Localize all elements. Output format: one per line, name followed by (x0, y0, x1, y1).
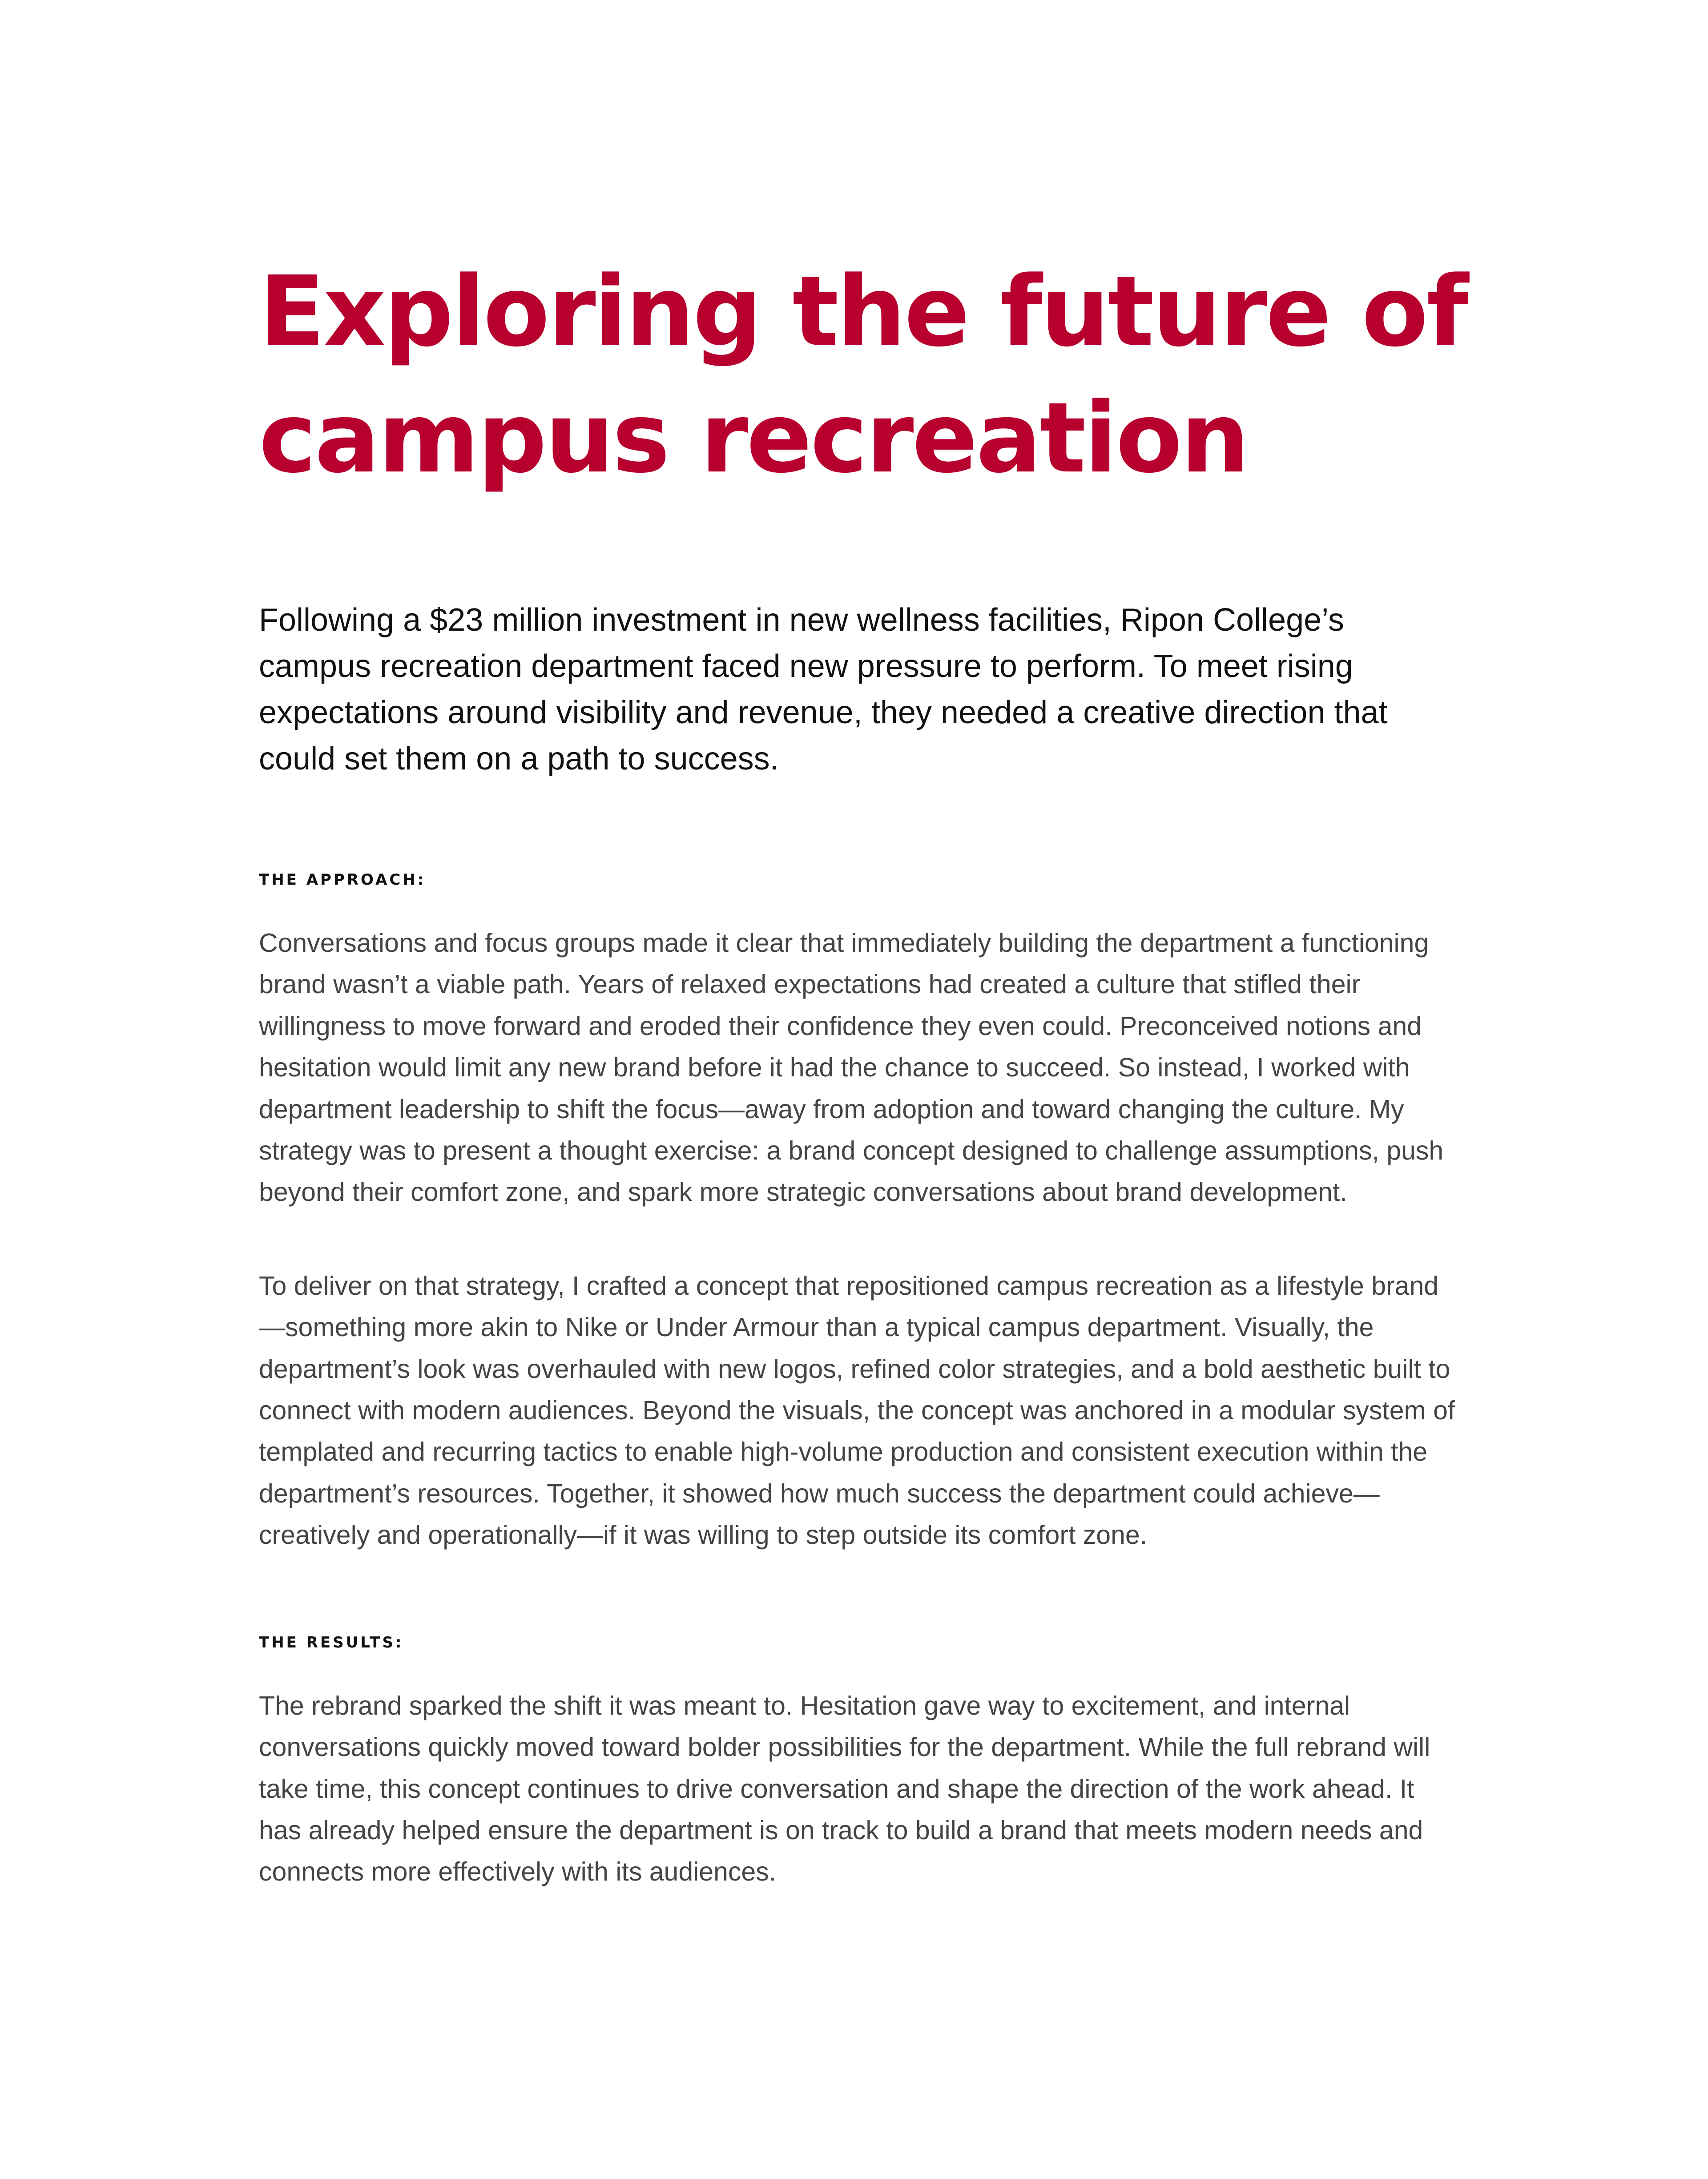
intro-paragraph: Following a $23 million investment in new wellness facilities, Ripon College’s campus recreation department faced new pressure to perform. To meet rising expectations around visibility and revenue, they needed a creative direction that could set them on a path to success. (259, 602, 1388, 777)
approach-paragraph-2: To deliver on that strategy, I crafted a concept that repositioned campus recreation as a lifestyle brand—something more akin to Nike or Under Armour than a typical campus department. Visually, the department’s look was overhauled with new logos, refined color strategies, and a bold aesthetic built to connect with modern audiences. Beyond the visuals, the concept was anchored in a modular system of templated and recurring tactics to enable high-volume production and consistent execution within the department’s resources. Together, it showed how much success the department could achieve—creatively and operationally—if it was willing to step outside its comfort zone. (259, 1271, 1455, 1550)
page-title-line-1: Exploring the future of (259, 256, 1467, 368)
approach-paragraph-1: Conversations and focus groups made it clear that immediately building the department a functioning brand wasn’t a viable path. Years of relaxed expectations had created a culture that stifled their willingness to move forward and eroded their confidence they even could. Preconceived notions and hesitation would limit any new brand before it had the chance to succeed. So instead, I worked with department leadership to shift the focus—away from adoption and toward changing the culture. My strategy was to present a thought exercise: a brand concept designed to challenge assumptions, push beyond their comfort zone, and spark more strategic conversations about brand development. (259, 928, 1444, 1207)
case-study-content (259, 249, 1467, 1893)
approach-heading: THE APPROACH: (259, 871, 426, 889)
results-paragraph: The rebrand sparked the shift it was meant to. Hesitation gave way to excitement, and internal conversations quickly moved toward bolder possibilities for the department. While the full rebrand will take time, this concept continues to drive conversation and shape the direction of the work ahead. It has already helped ensure the department is on track to build a brand that meets modern needs and connects more effectively with its audiences. (259, 1691, 1430, 1887)
page-title (259, 249, 1467, 502)
results-heading: THE RESULTS: (259, 1633, 404, 1651)
page-title-line-2: campus recreation (259, 382, 1248, 495)
